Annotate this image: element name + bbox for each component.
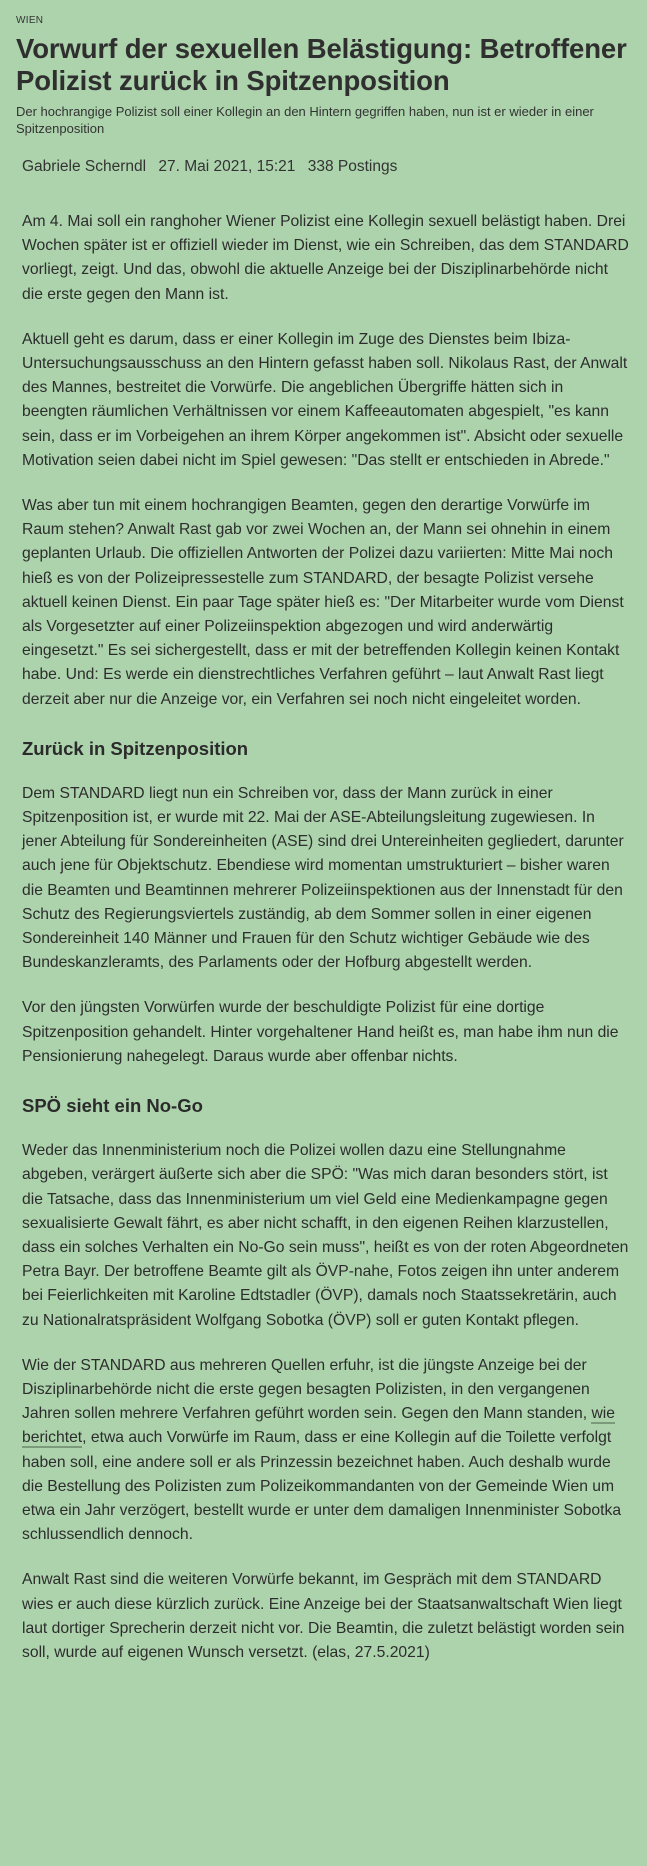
publish-date: 27. Mai 2021, 15:21: [158, 158, 296, 175]
article-lead: Der hochrangige Polizist soll einer Kollegin an den Hintern gegriffen haben, nun ist er wieder in einer Spitzenposition: [16, 104, 594, 136]
paragraph-7-text-b: , etwa auch Vorwürfe im Raum, dass er eine Kollegin auf die Toilette verfolgt haben soll, eine andere soll er als Prinzessin bezeichnet haben. Auch deshalb wurde die Bestellung des Polizisten zum Polizeikommandanten von der Gemeinde Wien um etwa ein Jahr verzögert, bestellt wurde er unter dem damaligen Innenminister Sobotka schlussendlich dennoch.: [22, 1429, 622, 1544]
article-meta: [22, 157, 633, 176]
article-body: [16, 210, 633, 1665]
paragraph-6: Weder das Innenministerium noch die Polizei wollen dazu eine Stellungnahme abgeben, verärgert äußerte sich aber die SPÖ: "Was mich daran besonders stört, ist die Tatsache, dass das Innenministerium um viel Geld eine Medienkampagne gegen sexualisierte Gewalt fährt, es aber nicht schafft, in den eigenen Reihen klarzustellen, dass ein solches Verhalten ein No-Go sein muss", heißt es von der roten Abgeordneten Petra Bayr. Der betroffene Beamte gilt als ÖVP-nahe, Fotos zeigen ihn unter anderem bei Feierlichkeiten mit Karoline Edtstadler (ÖVP), damals noch Staatssekretärin, auch zu Nationalratspräsident Wolfgang Sobotka (ÖVP) soll er guten Kontakt pflegen.: [22, 1142, 629, 1329]
author-name[interactable]: Gabriele Scherndl: [22, 158, 147, 175]
postings-count[interactable]: 338 Postings: [307, 158, 398, 175]
paragraph-2: Aktuell geht es darum, dass er einer Kollegin im Zuge des Dienstes beim Ibiza-Untersuchungsausschuss an den Hintern gefasst haben soll. Nikolaus Rast, der Anwalt des Mannes, bestreitet die Vorwürfe. Die angeblichen Übergriffe hätten sich in beengten räumlichen Verhältnissen vor einem Kaffeeautomaten abgespielt, "es kann sein, dass er im Vorbeigehen an ihrem Körper angekommen ist". Absicht oder sexuelle Motivation seien dabei nicht im Spiel gewesen: "Das stellt er entschieden in Abrede.": [22, 330, 628, 469]
wie-berichtet-link[interactable]: wie berichtet: [22, 1405, 616, 1447]
paragraph-5: Vor den jüngsten Vorwürfen wurde der beschuldigte Polizist für eine dortige Spitzenposition gehandelt. Hinter vorgehaltener Hand heißt es, man habe ihm nun die Pensionierung nahegelegt. Daraus wurde aber offenbar nichts.: [22, 999, 619, 1065]
paragraph-7-text-a: Wie der STANDARD aus mehreren Quellen erfuhr, ist die jüngste Anzeige bei der Disziplinarbehörde nicht die erste gegen besagten Polizisten, in den vergangenen Jahren sollen mehrere Verfahren geführt worden sein. Gegen den Mann standen,: [22, 1356, 590, 1423]
subheading-1: Zurück in Spitzenposition: [22, 737, 249, 759]
paragraph-7: [22, 1354, 631, 1548]
paragraph-1: Am 4. Mai soll ein ranghoher Wiener Polizist eine Kollegin sexuell belästigt haben. Drei Wochen später ist er offiziell wieder im Dienst, wie ein Schreiben, das dem STANDARD vorliegt, zeigt. Und das, obwohl die aktuelle Anzeige bei der Disziplinarbehörde nicht die erste gegen den Mann ist.: [22, 213, 629, 303]
paragraph-3: Was aber tun mit einem hochrangigen Beamten, gegen den derartige Vorwürfe im Raum stehen? Anwalt Rast gab vor zwei Wochen an, der Mann sei ohnehin in einem geplanten Urlaub. Die offiziellen Antworten der Polizei dazu variierten: Mitte Mai noch hieß es von der Polizeipressestelle zum STANDARD, der besagte Polizist versehe aktuell keinen Dienst. Ein paar Tage später hieß es: "Der Mitarbeiter wurde vom Dienst als Vorgesetzter auf einer Polizeiinspektion abgezogen und wird anderwärtig eingesetzt." Es sei sichergestellt, dass er mit der betreffenden Kollegin keinen Kontakt habe. Und: Es werde ein dienstrechtliches Verfahren geführt – laut Anwalt Rast liegt derzeit aber nur die Anzeige vor, ein Verfahren sei noch nicht eingeleitet worden.: [22, 497, 624, 708]
section-kicker[interactable]: WIEN: [16, 15, 44, 26]
article-headline: Vorwurf der sexuellen Belästigung: Betroffener Polizist zurück in Spitzenposition: [16, 33, 627, 96]
paragraph-8: Anwalt Rast sind die weiteren Vorwürfe bekannt, im Gespräch mit dem STANDARD wies er auch diese kürzlich zurück. Eine Anzeige bei der Staatsanwaltschaft Wien liegt laut dortiger Sprecherin derzeit nicht vor. Die Beamtin, die zuletzt belästigt worden sein soll, wurde auf eigenen Wunsch versetzt. (elas, 27.5.2021): [22, 1571, 625, 1661]
subheading-2: SPÖ sieht ein No-Go: [22, 1095, 203, 1117]
paragraph-4: Dem STANDARD liegt nun ein Schreiben vor, dass der Mann zurück in einer Spitzenposition ist, er wurde mit 22. Mai der ASE-Abteilungsleitung zugewiesen. In jener Abteilung für Sondereinheiten (ASE) sind drei Untereinheiten gegliedert, darunter auch jene für Objektschutz. Ebendiese wird momentan umstrukturiert – bisher waren die Beamten und Beamtinnen mehrerer Polizeiinspektionen aus der Innenstadt für den Schutz des Regierungsviertels zuständig, ab dem Sommer sollen in einer eigenen Sondereinheit 140 Männer und Frauen für den Schutz wichtiger Gebäude wie des Bundeskanzleramts, des Parlaments oder der Hofburg abgestellt werden.: [22, 784, 624, 972]
